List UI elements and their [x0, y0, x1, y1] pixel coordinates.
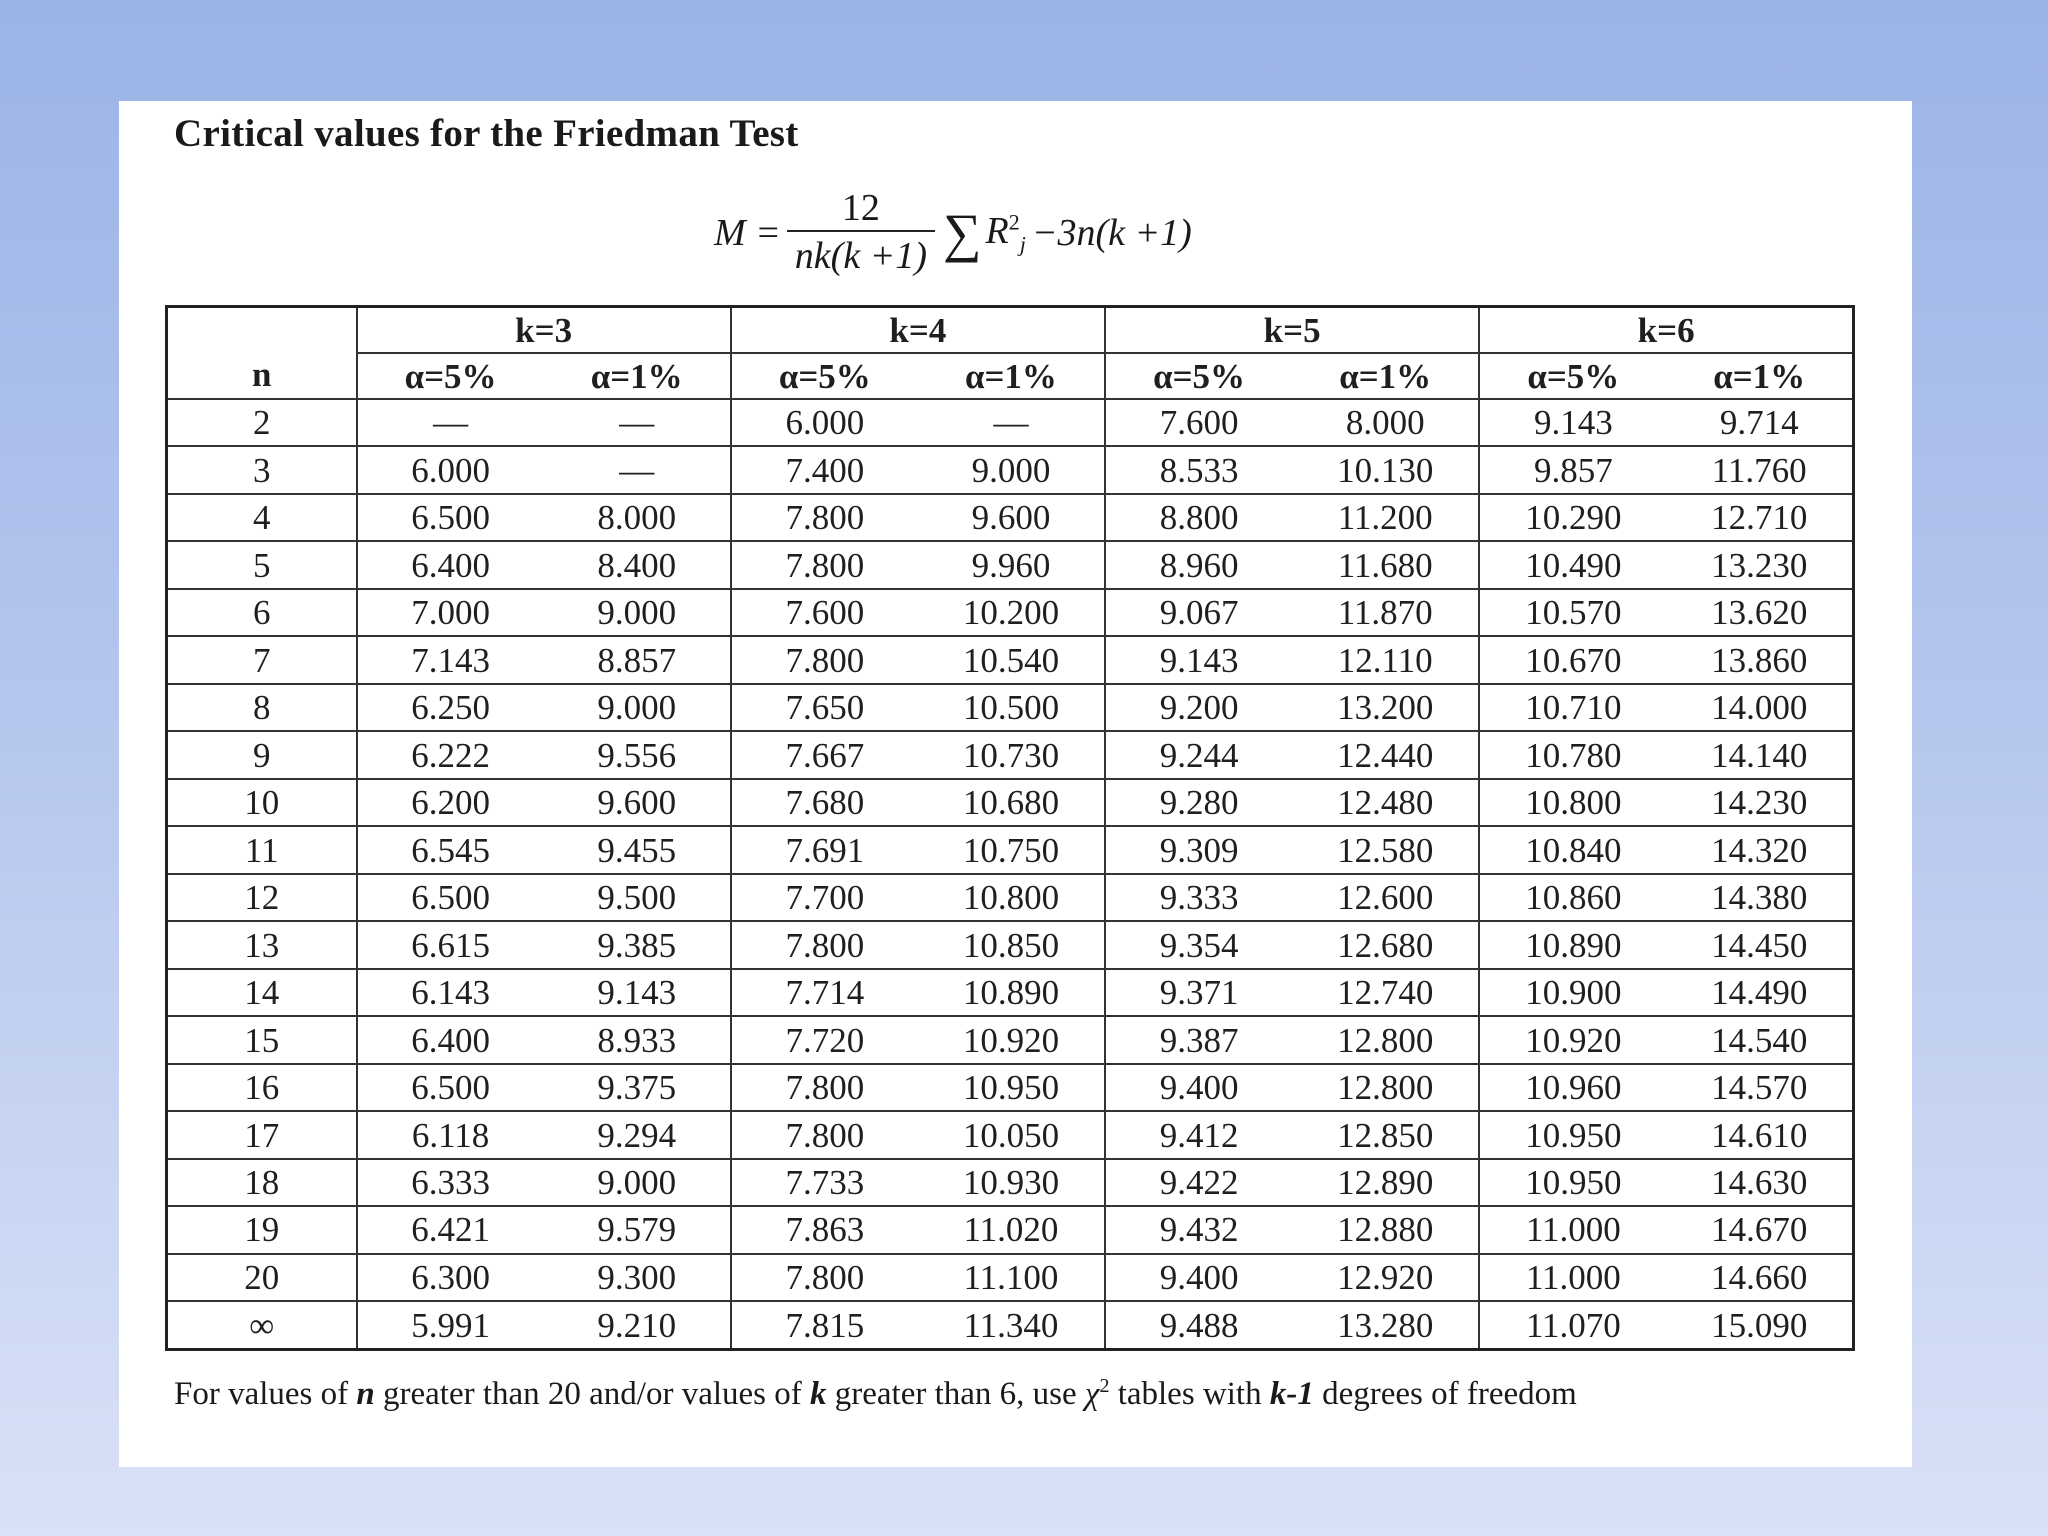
value-cell: 9.000 [544, 684, 731, 731]
value-cell: 6.500 [357, 874, 544, 921]
value-cell: 9.354 [1105, 921, 1292, 968]
value-cell: 10.570 [1479, 589, 1666, 636]
value-cell: 7.667 [731, 731, 918, 778]
value-cell: 14.320 [1666, 826, 1853, 873]
table-row [167, 636, 1854, 683]
value-cell: 10.850 [918, 921, 1105, 968]
value-cell: 11.340 [918, 1301, 1105, 1349]
value-cell: — [544, 446, 731, 493]
value-cell: — [918, 399, 1105, 446]
table-row [167, 969, 1854, 1016]
footnote-chi-sup: 2 [1099, 1375, 1110, 1397]
value-cell: 12.920 [1292, 1254, 1479, 1301]
value-cell: 9.455 [544, 826, 731, 873]
value-cell: 10.900 [1479, 969, 1666, 1016]
value-cell: 14.140 [1666, 731, 1853, 778]
value-cell: 9.210 [544, 1301, 731, 1349]
group-header-row [167, 307, 1854, 354]
row-n-cell: 8 [167, 684, 357, 731]
value-cell: 9.143 [544, 969, 731, 1016]
value-cell: 6.118 [357, 1111, 544, 1158]
value-cell: 10.950 [918, 1064, 1105, 1111]
value-cell: 9.371 [1105, 969, 1292, 1016]
value-cell: 12.710 [1666, 494, 1853, 541]
value-cell: 10.960 [1479, 1064, 1666, 1111]
formula-denominator: nk(k +1) [787, 230, 935, 280]
table-row [167, 826, 1854, 873]
value-cell: 8.000 [1292, 399, 1479, 446]
value-cell: 9.432 [1105, 1206, 1292, 1253]
value-cell: 10.860 [1479, 874, 1666, 921]
value-cell: 12.880 [1292, 1206, 1479, 1253]
formula-fraction [787, 186, 935, 280]
formula-term-sub: j [1019, 231, 1026, 257]
value-cell: 6.222 [357, 731, 544, 778]
value-cell: 14.660 [1666, 1254, 1853, 1301]
table-body [167, 399, 1854, 1350]
alpha-header: α=1% [1666, 353, 1853, 399]
alpha-header: α=1% [918, 353, 1105, 399]
value-cell: 14.540 [1666, 1016, 1853, 1063]
value-cell: 12.110 [1292, 636, 1479, 683]
value-cell: 6.000 [357, 446, 544, 493]
value-cell: 14.380 [1666, 874, 1853, 921]
value-cell: 7.143 [357, 636, 544, 683]
value-cell: 7.600 [1105, 399, 1292, 446]
value-cell: 6.400 [357, 1016, 544, 1063]
formula-term-letter: R [985, 209, 1009, 252]
row-n-cell: 12 [167, 874, 357, 921]
value-cell: 10.670 [1479, 636, 1666, 683]
row-n-cell: 10 [167, 779, 357, 826]
value-cell: 11.870 [1292, 589, 1479, 636]
value-cell: 14.570 [1666, 1064, 1853, 1111]
value-cell: 9.294 [544, 1111, 731, 1158]
value-cell: 10.750 [918, 826, 1105, 873]
value-cell: 7.800 [731, 1111, 918, 1158]
value-cell: 9.400 [1105, 1064, 1292, 1111]
value-cell: 12.580 [1292, 826, 1479, 873]
value-cell: 10.710 [1479, 684, 1666, 731]
value-cell: 7.714 [731, 969, 918, 1016]
value-cell: 15.090 [1666, 1301, 1853, 1349]
critical-values-table [165, 305, 1855, 1351]
value-cell: 9.488 [1105, 1301, 1292, 1349]
value-cell: 11.000 [1479, 1254, 1666, 1301]
value-cell: — [544, 399, 731, 446]
group-header-k6: k=6 [1479, 307, 1853, 354]
value-cell: 10.920 [1479, 1016, 1666, 1063]
value-cell: 7.800 [731, 494, 918, 541]
value-cell: 6.545 [357, 826, 544, 873]
value-cell: 7.700 [731, 874, 918, 921]
value-cell: 9.200 [1105, 684, 1292, 731]
value-cell: 6.300 [357, 1254, 544, 1301]
group-header-k4: k=4 [731, 307, 1105, 354]
alpha-header: α=5% [1105, 353, 1292, 399]
value-cell: 6.500 [357, 1064, 544, 1111]
value-cell: 9.300 [544, 1254, 731, 1301]
value-cell: 9.067 [1105, 589, 1292, 636]
row-n-cell: 4 [167, 494, 357, 541]
value-cell: 12.440 [1292, 731, 1479, 778]
value-cell: 5.991 [357, 1301, 544, 1349]
value-cell: 13.200 [1292, 684, 1479, 731]
table-row [167, 779, 1854, 826]
value-cell: 12.890 [1292, 1159, 1479, 1206]
value-cell: 11.100 [918, 1254, 1105, 1301]
value-cell: 6.400 [357, 541, 544, 588]
page-title: Critical values for the Friedman Test [174, 112, 799, 155]
value-cell: 9.857 [1479, 446, 1666, 493]
value-cell: 8.533 [1105, 446, 1292, 493]
table-row [167, 921, 1854, 968]
row-n-cell: 20 [167, 1254, 357, 1301]
value-cell: 6.250 [357, 684, 544, 731]
value-cell: 9.280 [1105, 779, 1292, 826]
row-n-cell: 17 [167, 1111, 357, 1158]
value-cell: 7.650 [731, 684, 918, 731]
value-cell: 9.375 [544, 1064, 731, 1111]
value-cell: 10.130 [1292, 446, 1479, 493]
value-cell: 8.857 [544, 636, 731, 683]
alpha-header-row [167, 353, 1854, 399]
sum-symbol: ∑ [942, 203, 982, 263]
group-header-k3: k=3 [357, 307, 731, 354]
row-n-cell: 6 [167, 589, 357, 636]
value-cell: 7.400 [731, 446, 918, 493]
value-cell: 14.630 [1666, 1159, 1853, 1206]
value-cell: 10.200 [918, 589, 1105, 636]
value-cell: 10.840 [1479, 826, 1666, 873]
n-header [167, 307, 357, 400]
value-cell: — [357, 399, 544, 446]
value-cell: 6.000 [731, 399, 918, 446]
document-page [119, 101, 1912, 1467]
row-n-cell: 11 [167, 826, 357, 873]
footnote-var-k1: k-1 [1269, 1376, 1314, 1412]
value-cell: 14.000 [1666, 684, 1853, 731]
table-row [167, 541, 1854, 588]
value-cell: 10.920 [918, 1016, 1105, 1063]
value-cell: 9.143 [1479, 399, 1666, 446]
value-cell: 9.000 [544, 1159, 731, 1206]
footnote-var-n: n [356, 1376, 375, 1412]
value-cell: 8.000 [544, 494, 731, 541]
value-cell: 6.500 [357, 494, 544, 541]
value-cell: 7.815 [731, 1301, 918, 1349]
value-cell: 9.400 [1105, 1254, 1292, 1301]
value-cell: 8.933 [544, 1016, 731, 1063]
value-cell: 9.000 [918, 446, 1105, 493]
table-row [167, 1206, 1854, 1253]
value-cell: 9.714 [1666, 399, 1853, 446]
row-n-cell: 2 [167, 399, 357, 446]
table-row [167, 1016, 1854, 1063]
n-header-label: n [252, 355, 272, 394]
value-cell: 9.960 [918, 541, 1105, 588]
value-cell: 12.800 [1292, 1016, 1479, 1063]
value-cell: 10.950 [1479, 1111, 1666, 1158]
value-cell: 11.200 [1292, 494, 1479, 541]
value-cell: 8.400 [544, 541, 731, 588]
table-row [167, 1159, 1854, 1206]
footnote-var-k: k [810, 1376, 827, 1412]
footnote-chi: χ [1084, 1376, 1100, 1412]
footnote-text: tables with [1109, 1376, 1270, 1412]
value-cell: 6.615 [357, 921, 544, 968]
table-row [167, 446, 1854, 493]
row-n-cell: 18 [167, 1159, 357, 1206]
formula-rest: −3n(k +1) [1031, 212, 1192, 254]
value-cell: 10.290 [1479, 494, 1666, 541]
value-cell: 7.000 [357, 589, 544, 636]
row-n-cell: 14 [167, 969, 357, 1016]
table-row [167, 1254, 1854, 1301]
table-row [167, 494, 1854, 541]
value-cell: 9.412 [1105, 1111, 1292, 1158]
table-row [167, 684, 1854, 731]
value-cell: 10.890 [918, 969, 1105, 1016]
value-cell: 10.930 [918, 1159, 1105, 1206]
row-n-cell: 13 [167, 921, 357, 968]
value-cell: 9.600 [544, 779, 731, 826]
value-cell: 9.579 [544, 1206, 731, 1253]
table-row [167, 1064, 1854, 1111]
formula-lhs: M = [714, 212, 781, 254]
value-cell: 12.680 [1292, 921, 1479, 968]
value-cell: 13.860 [1666, 636, 1853, 683]
alpha-header: α=1% [544, 353, 731, 399]
table-row [167, 1111, 1854, 1158]
value-cell: 7.800 [731, 1254, 918, 1301]
value-cell: 7.720 [731, 1016, 918, 1063]
formula-term-sup: 2 [1008, 209, 1020, 235]
value-cell: 10.490 [1479, 541, 1666, 588]
table-row [167, 874, 1854, 921]
value-cell: 10.800 [1479, 779, 1666, 826]
footnote-text: degrees of freedom [1313, 1376, 1577, 1412]
value-cell: 10.890 [1479, 921, 1666, 968]
friedman-formula [714, 183, 1192, 283]
value-cell: 10.540 [918, 636, 1105, 683]
value-cell: 12.740 [1292, 969, 1479, 1016]
value-cell: 9.333 [1105, 874, 1292, 921]
value-cell: 7.680 [731, 779, 918, 826]
critical-values-table-container [165, 305, 1855, 1351]
value-cell: 6.421 [357, 1206, 544, 1253]
value-cell: 7.600 [731, 589, 918, 636]
footnote-text: For values of [174, 1376, 357, 1412]
value-cell: 9.600 [918, 494, 1105, 541]
value-cell: 14.450 [1666, 921, 1853, 968]
value-cell: 11.020 [918, 1206, 1105, 1253]
table-row [167, 589, 1854, 636]
value-cell: 7.691 [731, 826, 918, 873]
value-cell: 10.680 [918, 779, 1105, 826]
alpha-header: α=5% [357, 353, 544, 399]
value-cell: 11.680 [1292, 541, 1479, 588]
value-cell: 14.230 [1666, 779, 1853, 826]
value-cell: 9.244 [1105, 731, 1292, 778]
value-cell: 11.070 [1479, 1301, 1666, 1349]
value-cell: 9.556 [544, 731, 731, 778]
group-header-k5: k=5 [1105, 307, 1479, 354]
value-cell: 10.780 [1479, 731, 1666, 778]
footnote-text: greater than 20 and/or values of [374, 1376, 811, 1412]
value-cell: 13.620 [1666, 589, 1853, 636]
table-row [167, 1301, 1854, 1349]
formula-numerator: 12 [841, 187, 880, 229]
value-cell: 14.670 [1666, 1206, 1853, 1253]
value-cell: 10.500 [918, 684, 1105, 731]
value-cell: 12.600 [1292, 874, 1479, 921]
value-cell: 12.850 [1292, 1111, 1479, 1158]
value-cell: 10.730 [918, 731, 1105, 778]
table-row [167, 731, 1854, 778]
value-cell: 10.050 [918, 1111, 1105, 1158]
value-cell: 9.000 [544, 589, 731, 636]
table-row [167, 399, 1854, 446]
value-cell: 9.143 [1105, 636, 1292, 683]
alpha-header: α=5% [1479, 353, 1666, 399]
alpha-header: α=5% [731, 353, 918, 399]
footnote-text: greater than 6, use [826, 1376, 1085, 1412]
value-cell: 6.333 [357, 1159, 544, 1206]
value-cell: 11.000 [1479, 1206, 1666, 1253]
row-n-cell: 16 [167, 1064, 357, 1111]
value-cell: 12.800 [1292, 1064, 1479, 1111]
formula-term [985, 209, 1025, 258]
value-cell: 7.800 [731, 636, 918, 683]
value-cell: 13.280 [1292, 1301, 1479, 1349]
value-cell: 10.800 [918, 874, 1105, 921]
value-cell: 13.230 [1666, 541, 1853, 588]
footnote [174, 1363, 1874, 1417]
row-n-cell: 5 [167, 541, 357, 588]
value-cell: 9.385 [544, 921, 731, 968]
value-cell: 7.733 [731, 1159, 918, 1206]
value-cell: 10.950 [1479, 1159, 1666, 1206]
value-cell: 8.960 [1105, 541, 1292, 588]
value-cell: 6.200 [357, 779, 544, 826]
value-cell: 9.309 [1105, 826, 1292, 873]
value-cell: 7.800 [731, 921, 918, 968]
value-cell: 14.610 [1666, 1111, 1853, 1158]
value-cell: 9.387 [1105, 1016, 1292, 1063]
value-cell: 7.863 [731, 1206, 918, 1253]
value-cell: 9.500 [544, 874, 731, 921]
row-n-cell: ∞ [167, 1301, 357, 1349]
value-cell: 11.760 [1666, 446, 1853, 493]
value-cell: 7.800 [731, 541, 918, 588]
row-n-cell: 15 [167, 1016, 357, 1063]
value-cell: 9.422 [1105, 1159, 1292, 1206]
value-cell: 12.480 [1292, 779, 1479, 826]
alpha-header: α=1% [1292, 353, 1479, 399]
row-n-cell: 7 [167, 636, 357, 683]
row-n-cell: 19 [167, 1206, 357, 1253]
value-cell: 8.800 [1105, 494, 1292, 541]
value-cell: 7.800 [731, 1064, 918, 1111]
row-n-cell: 9 [167, 731, 357, 778]
row-n-cell: 3 [167, 446, 357, 493]
value-cell: 14.490 [1666, 969, 1853, 1016]
value-cell: 6.143 [357, 969, 544, 1016]
